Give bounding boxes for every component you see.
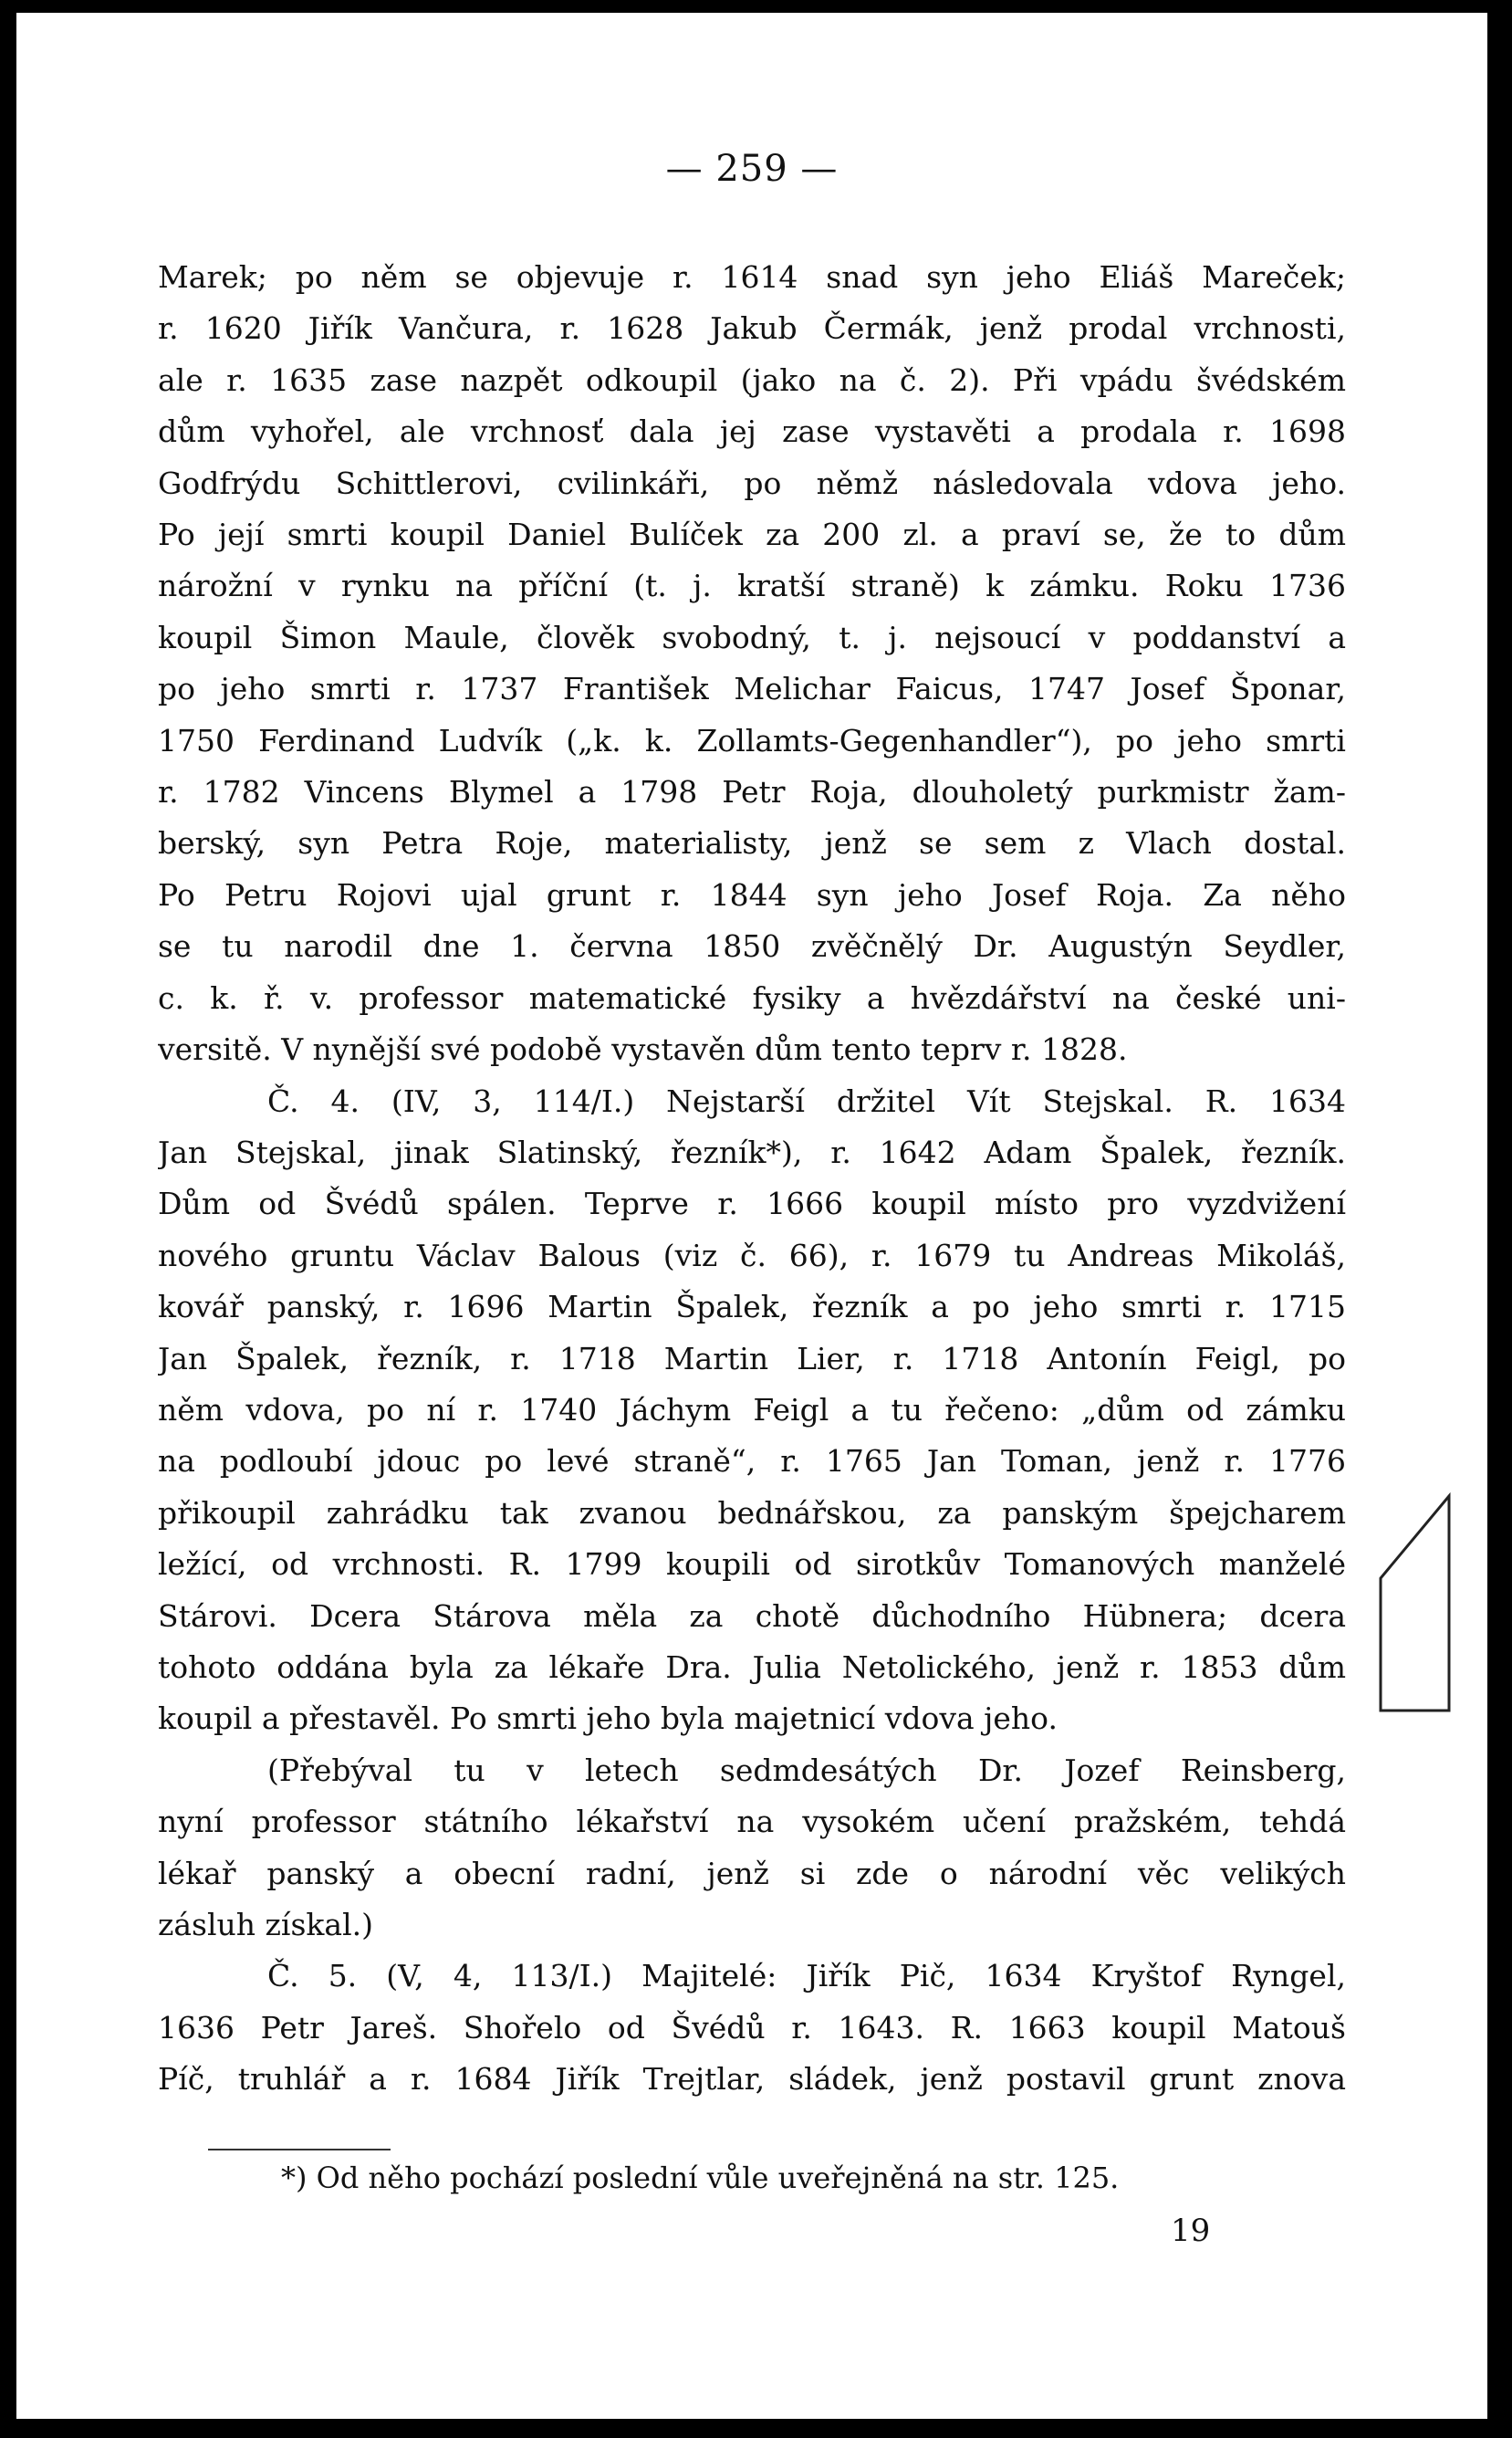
text-line: Marek; po něm se objevuje r. 1614 snad syn jeho Eliáš Mareček; — [158, 259, 1346, 295]
text-line: Po Petru Rojovi ujal grunt r. 1844 syn jeho Josef Roja. Za něho — [158, 876, 1346, 913]
text-line: r. 1620 Jiřík Vančura, r. 1628 Jakub Čermák, jenž prodal vrchnosti, — [158, 310, 1346, 347]
text-line: berský, syn Petra Roje, materialisty, jenž se sem z Vlach dostal. — [158, 825, 1346, 862]
text-line: kovář panský, r. 1696 Martin Špalek, řezník a po jeho smrti r. 1715 — [158, 1289, 1346, 1325]
text-line: nyní professor státního lékařství na vysokém učení pražském, tehdá — [158, 1804, 1346, 1840]
text-line: Po její smrti koupil Daniel Bulíček za 200 zl. a praví se, že to dům — [158, 517, 1346, 553]
signature-mark: 19 — [1171, 2213, 1211, 2249]
footnote-separator — [208, 2149, 391, 2150]
section-heading-line: Č. 5. (V, 4, 113/I.) Majitelé: Jiřík Pič, 1634 Kryštof Ryngel, — [267, 1958, 1346, 1994]
footnote: *) Od něho pochází poslední vůle uveřejněná na str. 125. — [281, 2161, 1120, 2195]
text-line: zásluh získal.) — [158, 1907, 374, 1942]
text-line: ležící, od vrchnosti. R. 1799 koupili od sirotkův Tomanových manželé — [158, 1546, 1346, 1583]
paragraph-start-line: (Přebýval tu v letech sedmdesátých Dr. Jozef Reinsberg, — [267, 1752, 1346, 1788]
page-number-header: — 259 — — [665, 148, 839, 190]
text-line: něm vdova, po ní r. 1740 Jáchym Feigl a tu řečeno: „dům od zámku — [158, 1391, 1346, 1428]
text-line: c. k. ř. v. professor matematické fysiky a hvězdářství na české uni- — [158, 979, 1346, 1016]
text-line: 1636 Petr Jareš. Shořelo od Švédů r. 1643. R. 1663 koupil Matouš — [158, 2009, 1346, 2046]
text-line: přikoupil zahrádku tak zvanou bednářskou, za panským špejcharem — [158, 1494, 1346, 1531]
text-line: koupil a přestavěl. Po smrti jeho byla majetnicí vdova jeho. — [158, 1700, 1058, 1737]
text-line: koupil Šimon Maule, člověk svobodný, t. j. nejsoucí v poddanství a — [158, 619, 1346, 655]
text-line: Stárovi. Dcera Stárova měla za chotě důchodního Hübnera; dcera — [158, 1597, 1346, 1634]
text-line: Godfrýdu Schittlerovi, cvilinkáři, po němž následovala vdova jeho. — [158, 465, 1346, 501]
text-line: lékař panský a obecní radní, jenž si zde o národní věc velikých — [158, 1855, 1346, 1891]
text-line: nového gruntu Václav Balous (viz č. 66), r. 1679 tu Andreas Mikoláš, — [158, 1237, 1346, 1273]
text-line: 1750 Ferdinand Ludvík („k. k. Zollamts-Gegenhandler“), po jeho smrti — [158, 722, 1346, 759]
text-line: po jeho smrti r. 1737 František Melichar Faicus, 1747 Josef Šponar, — [158, 671, 1346, 707]
margin-bracket-mark — [1362, 1491, 1463, 1729]
text-line: Jan Stejskal, jinak Slatinský, řezník*), r. 1642 Adam Špalek, řezník. — [158, 1134, 1346, 1170]
text-line: Píč, truhlář a r. 1684 Jiřík Trejtlar, sládek, jenž postavil grunt znova — [158, 2061, 1346, 2098]
book-page — [16, 13, 1487, 2419]
text-line: versitě. V nynější své podobě vystavěn dům tento teprv r. 1828. — [158, 1031, 1128, 1068]
body-text — [158, 252, 1346, 2106]
text-line: se tu narodil dne 1. června 1850 zvěčnělý Dr. Augustýn Seydler, — [158, 928, 1346, 965]
text-line: tohoto oddána byla za lékaře Dra. Julia Netolického, jenž r. 1853 dům — [158, 1648, 1346, 1685]
text-line: ale r. 1635 zase nazpět odkoupil (jako na č. 2). Při vpádu švédském — [158, 361, 1346, 398]
text-line: r. 1782 Vincens Blymel a 1798 Petr Roja, dlouholetý purkmistr žam- — [158, 774, 1346, 811]
text-line: Dům od Švédů spálen. Teprve r. 1666 koupil místo pro vyzdvižení — [158, 1186, 1346, 1222]
section-heading-line: Č. 4. (IV, 3, 114/I.) Nejstarší držitel Vít Stejskal. R. 1634 — [267, 1083, 1346, 1119]
text-line: na podloubí jdouc po levé straně“, r. 1765 Jan Toman, jenž r. 1776 — [158, 1443, 1346, 1480]
text-line: dům vyhořel, ale vrchnosť dala jej zase vystavěti a prodala r. 1698 — [158, 413, 1346, 450]
text-line: Jan Špalek, řezník, r. 1718 Martin Lier, r. 1718 Antonín Feigl, po — [158, 1340, 1346, 1376]
text-line: nárožní v rynku na příční (t. j. kratší straně) k zámku. Roku 1736 — [158, 568, 1346, 604]
